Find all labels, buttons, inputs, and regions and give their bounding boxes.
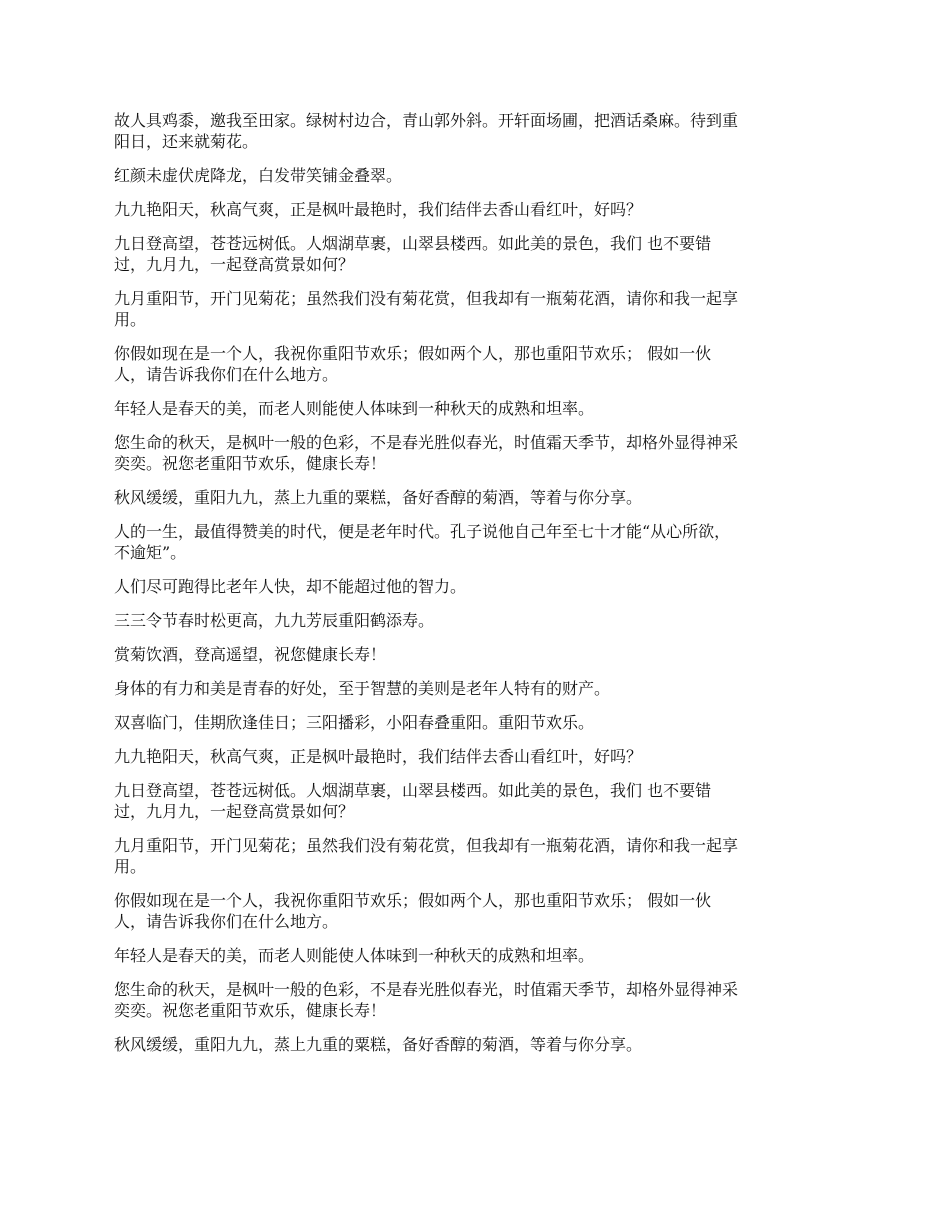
- paragraph: [114, 343, 842, 385]
- paragraph-line: 奕奕。祝您老重阳节欢乐，健康长寿！: [114, 1001, 387, 1020]
- paragraph-line: 秋风缓缓，重阳九九，蒸上九重的粟糕，备好香醇的菊酒，等着与你分享。: [114, 1035, 643, 1054]
- paragraph-line: 九九艳阳天，秋高气爽，正是枫叶最艳时，我们结伴去香山看红叶，好吗？: [114, 747, 643, 766]
- paragraph: [114, 487, 842, 508]
- paragraph: [114, 746, 842, 767]
- paragraph-line: 红颜未虚伏虎降龙，白发带笑铺金叠翠。: [114, 166, 403, 185]
- paragraph-line: 故人具鸡黍，邀我至田家。绿树村边合，青山郭外斜。开轩面场圃，把酒话桑麻。待到重: [114, 111, 739, 130]
- paragraph-line: 人们尽可跑得比老年人快，却不能超过他的智力。: [114, 577, 467, 596]
- paragraph: [114, 610, 842, 631]
- paragraph: [114, 110, 842, 152]
- paragraph: [114, 199, 842, 220]
- paragraph: [114, 780, 842, 822]
- paragraph: [114, 398, 842, 419]
- paragraph-line: 你假如现在是一个人，我祝你重阳节欢乐；假如两个人，那也重阳节欢乐； 假如一伙: [114, 891, 712, 910]
- paragraph-line: 人，请告诉我你们在什么地方。: [114, 912, 339, 931]
- document-page: [114, 110, 842, 1068]
- paragraph-line: 用。: [114, 857, 147, 876]
- paragraph: [114, 1034, 842, 1055]
- paragraph-line: 年轻人是春天的美，而老人则能使人体味到一种秋天的成熟和坦率。: [114, 946, 595, 965]
- paragraph-line: 您生命的秋天，是枫叶一般的色彩，不是春光胜似春光，时值霜天季节，却格外显得神采: [114, 433, 739, 452]
- paragraph: [114, 979, 842, 1021]
- paragraph: [114, 644, 842, 665]
- paragraph: [114, 288, 842, 330]
- paragraph-line: 赏菊饮酒，登高遥望，祝您健康长寿！: [114, 645, 387, 664]
- paragraph: [114, 233, 842, 275]
- paragraph-line: 奕奕。祝您老重阳节欢乐，健康长寿！: [114, 454, 387, 473]
- paragraph: [114, 945, 842, 966]
- paragraph: [114, 712, 842, 733]
- paragraph-line: 年轻人是春天的美，而老人则能使人体味到一种秋天的成熟和坦率。: [114, 399, 595, 418]
- paragraph: [114, 678, 842, 699]
- paragraph: [114, 890, 842, 932]
- paragraph-line: 过，九月九，一起登高赏景如何？: [114, 255, 355, 274]
- paragraph-line: 秋风缓缓，重阳九九，蒸上九重的粟糕，备好香醇的菊酒，等着与你分享。: [114, 488, 643, 507]
- paragraph-line: 不逾矩”。: [114, 543, 187, 562]
- paragraph-line: 九月重阳节，开门见菊花；虽然我们没有菊花赏，但我却有一瓶菊花酒，请你和我一起享: [114, 836, 739, 855]
- paragraph-line: 三三令节春时松更高，九九芳辰重阳鹤添寿。: [114, 611, 435, 630]
- paragraph: [114, 521, 842, 563]
- paragraph-line: 身体的有力和美是青春的好处，至于智慧的美则是老年人特有的财产。: [114, 679, 611, 698]
- paragraph-line: 阳日，还来就菊花。: [114, 132, 259, 151]
- paragraph-line: 过，九月九，一起登高赏景如何？: [114, 802, 355, 821]
- paragraph-line: 九日登高望，苍苍远树低。人烟湖草裹，山翠县楼西。如此美的景色，我们 也不要错: [114, 234, 712, 253]
- paragraph: [114, 432, 842, 474]
- paragraph-line: 用。: [114, 310, 147, 329]
- paragraph-line: 九月重阳节，开门见菊花；虽然我们没有菊花赏，但我却有一瓶菊花酒，请你和我一起享: [114, 289, 739, 308]
- paragraph: [114, 165, 842, 186]
- paragraph: [114, 576, 842, 597]
- paragraph-line: 你假如现在是一个人，我祝你重阳节欢乐；假如两个人，那也重阳节欢乐； 假如一伙: [114, 344, 712, 363]
- paragraph-line: 您生命的秋天，是枫叶一般的色彩，不是春光胜似春光，时值霜天季节，却格外显得神采: [114, 980, 739, 999]
- paragraph-line: 双喜临门，佳期欣逢佳日；三阳播彩，小阳春叠重阳。重阳节欢乐。: [114, 713, 595, 732]
- paragraph: [114, 835, 842, 877]
- paragraph-line: 人，请告诉我你们在什么地方。: [114, 365, 339, 384]
- paragraph-line: 九日登高望，苍苍远树低。人烟湖草裹，山翠县楼西。如此美的景色，我们 也不要错: [114, 781, 712, 800]
- paragraph-line: 九九艳阳天，秋高气爽，正是枫叶最艳时，我们结伴去香山看红叶，好吗？: [114, 200, 643, 219]
- paragraph-line: 人的一生，最值得赞美的时代，便是老年时代。孔子说他自己年至七十才能“从心所欲，: [114, 522, 731, 541]
